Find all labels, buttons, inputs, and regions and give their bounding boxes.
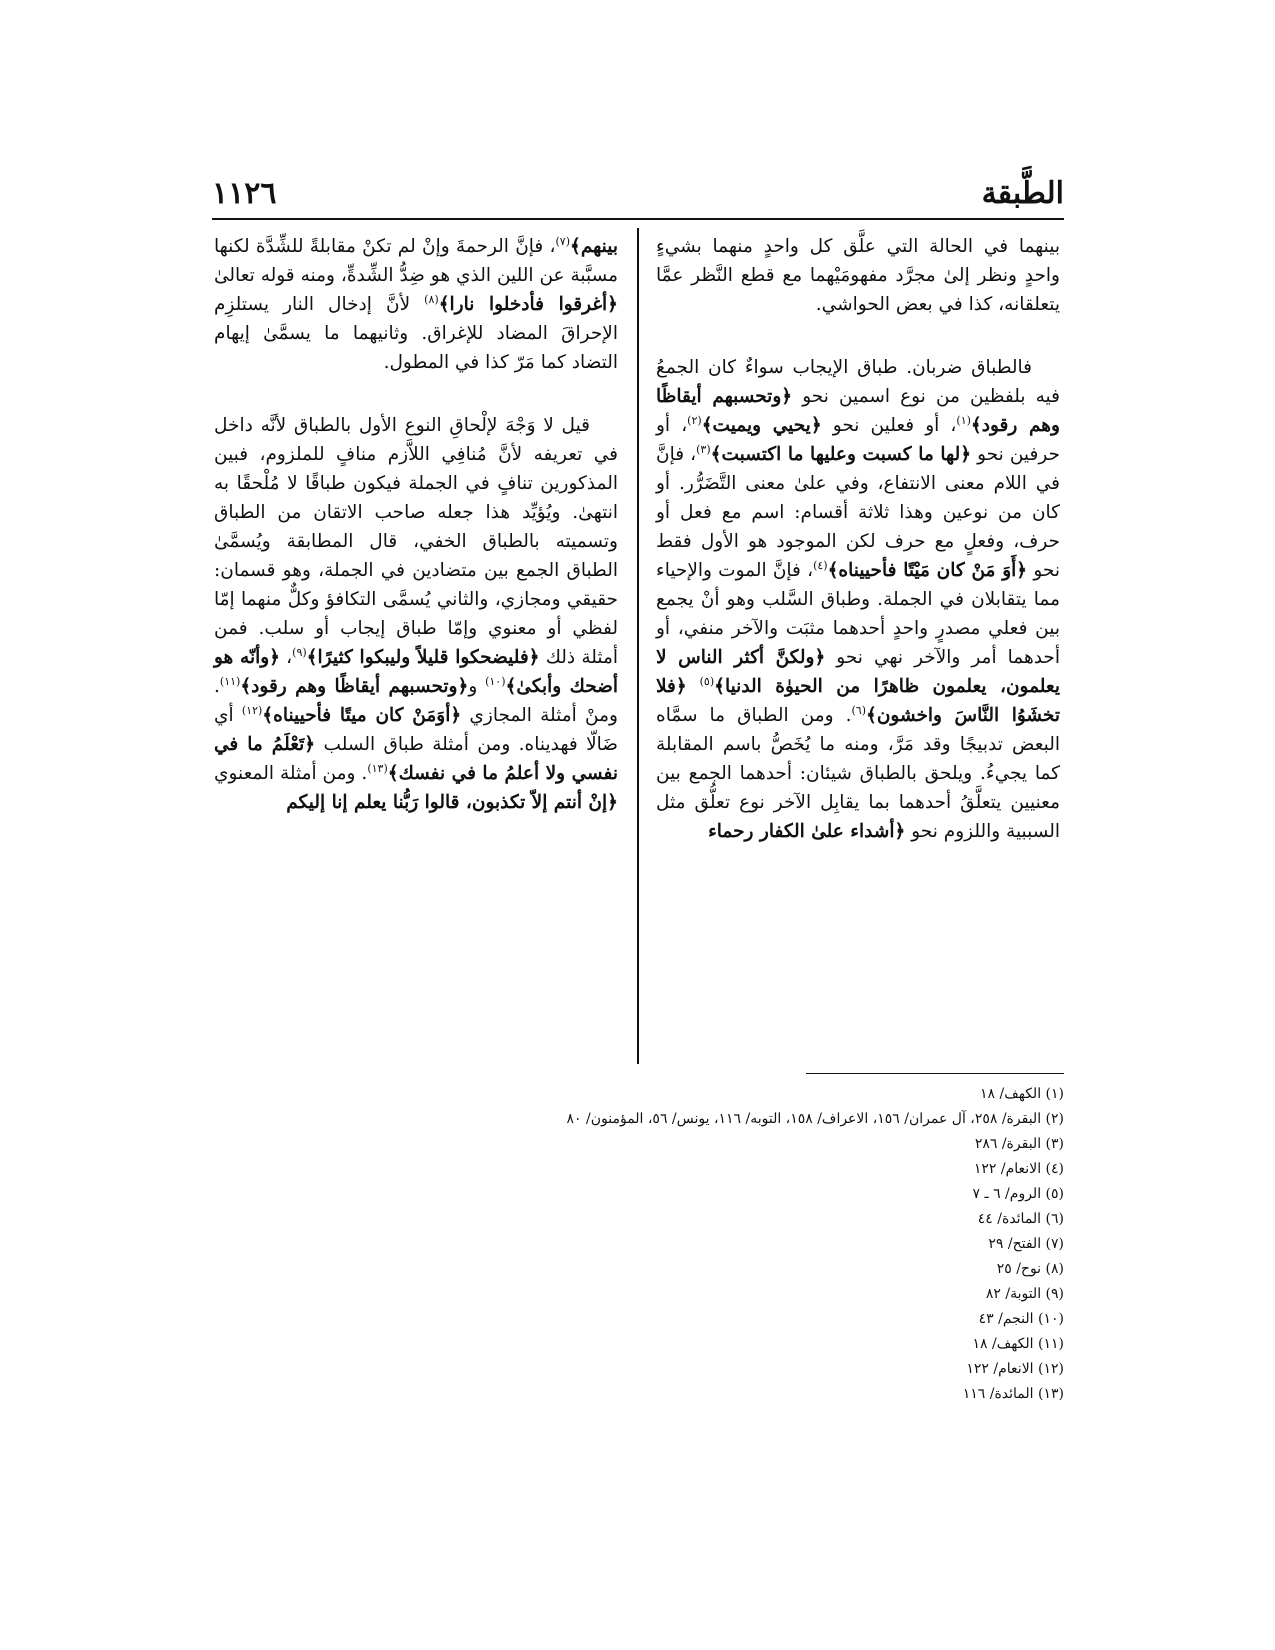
left-paragraph-1	[214, 232, 618, 377]
body-text: و	[468, 676, 486, 697]
footnote-ref: (١)	[956, 413, 971, 427]
header-rule	[212, 218, 1064, 220]
footnote-ref: (١٠)	[485, 674, 506, 688]
quran-quote: ﴿فلا تخشَوُا النَّاسَ واخشون﴾	[656, 676, 1060, 726]
footnote: (١٠) النجم/ ٤٣	[978, 1311, 1064, 1327]
body-text: . ومن الطباق ما سمَّاه البعض تدبيجًا وقد مَرَّ، ومنه ما يُخَصُّ باسم المقابلة كما يجيءُ. ويلحق بالطباق شيئان: أحدهما الجمع بين معنيين يتعلَّقُ أحدهما بما يقابِل الآخر نوع تعلُّق مثل السببية واللزوم نحو	[656, 705, 1060, 842]
footnote-ref: (٤)	[813, 558, 828, 572]
footnote: (٢) البقرة/ ٢٥٨، آل عمران/ ١٥٦، الاعراف/ ١٥٨، التوبه/ ١١٦، يونس/ ٥٦، المؤمنون/ ٨٠	[566, 1111, 1064, 1127]
footnote: (١٢) الانعام/ ١٢٢	[966, 1361, 1064, 1377]
footnote-ref: (٥)	[699, 674, 715, 688]
body-text: قيل لا وَجْهَ لإلْحاقِ النوع الأول بالطباق لأنَّه داخل في تعريفه لأنَّ مُنافِي اللاَّزم منافٍ للملزوم، فبين المذكورين تنافٍ في الجملة فيكون طباقًا لا مُلْحقًا به انتهىٰ. ويُؤيِّد هذا جعله صاحب الاتقان من الطباق وتسميته بالطباق الخفي، قال المطابقة ويُسمَّىٰ الطباق الجمع بين متضادين في الجملة، وهو قسمان: حقيقي ومجازي، والثاني يُسمَّى التكافؤ وكلٌّ منهما إمّا لفظي أو معنوي وإمّا طباق إيجاب أو سلب. فمن أمثلة ذلك	[214, 415, 618, 668]
footnote: (٤) الانعام/ ١٢٢	[973, 1161, 1064, 1177]
footnotes-list	[364, 1082, 1064, 1407]
body-text: . ومنْ أمثلة المجازي	[214, 676, 618, 726]
footnote-ref: (٨)	[424, 292, 439, 306]
footnote: (١١) الكهف/ ١٨	[972, 1336, 1064, 1352]
quran-quote: ﴿تَعْلَمُ ما في نفسي ولا أعلمُ ما في نفسك﴾	[214, 734, 618, 784]
page-number: ١١٢٦	[212, 175, 277, 211]
quran-quote: بينهم﴾	[570, 236, 618, 257]
quran-quote: ﴿أغرقوا فأدخلوا نارا﴾	[438, 294, 618, 315]
footnote-ref: (٣)	[696, 442, 711, 456]
column-divider	[637, 228, 639, 1064]
footnote: (٥) الروم/ ٦ ـ ٧	[972, 1186, 1064, 1202]
right-paragraph-2	[656, 353, 1060, 846]
body-text	[687, 676, 700, 697]
right-paragraph-1	[656, 232, 1060, 319]
quran-quote: ﴿أَوَ مَنْ كان مَيْتًا فأحييناه﴾	[827, 560, 1028, 581]
quran-quote: ﴿أوَمَنْ كان ميتًا فأحييناه﴾	[262, 705, 462, 726]
footnote: (٩) التوبة/ ٨٢	[985, 1286, 1064, 1302]
footnote-ref: (١٣)	[367, 761, 388, 775]
footnote: (٦) المائدة/ ٤٤	[977, 1211, 1064, 1227]
body-text: فالطباق ضربان. طباق الإيجاب سواءٌ كان الجمعُ فيه بلفظين من نوع اسمين نحو	[656, 357, 1060, 407]
paragraph-gap	[656, 319, 1060, 353]
body-text: ، أو فعلين نحو	[821, 415, 957, 436]
body-text: ،	[280, 647, 293, 668]
quran-quote: ﴿ولكنَّ أكثر الناس لا يعلمون، يعلمون ظاهرًا من الحيوٰة الدنيا﴾	[656, 647, 1060, 697]
footnote-ref: (٩)	[292, 645, 307, 659]
quran-quote: ﴿فليضحكوا قليلاً وليبكوا كثيرًا﴾	[306, 647, 540, 668]
footnote: (٨) نوح/ ٢٥	[996, 1261, 1064, 1277]
quran-quote: ﴿لها ما كسبت وعليها ما اكتسبت﴾	[710, 444, 972, 465]
paragraph-gap	[214, 377, 618, 411]
body-text: . ومن أمثلة المعنوي	[214, 763, 368, 784]
quran-quote: ﴿يحيي ويميت﴾	[701, 415, 822, 436]
body-text: ، فإنَّ الموت والإحياء مما يتقابلان في الجملة. وطباق السَّلب وهو أنْ يجمع بين فعلي مصدرٍ واحدٍ أحدهما مثبَت والآخر منفي، أو أحدهما أمر والآخر نهي نحو	[656, 560, 1060, 668]
footnote-rule	[806, 1073, 1064, 1074]
quran-quote: ﴿وتحسبهم أيقاظًا وهم رقود﴾	[240, 676, 469, 697]
footnote-ref: (٦)	[851, 703, 866, 717]
quran-quote: ﴿أشداء علىٰ الكفار رحماء	[708, 821, 906, 842]
right-column	[656, 232, 1060, 846]
page-header	[212, 168, 1064, 218]
body-text: أي ضَالّا فهديناه. ومن أمثلة طباق السلب	[214, 705, 619, 755]
left-paragraph-2	[214, 411, 618, 817]
footnote-ref: (١٢)	[241, 703, 263, 717]
footnote: (١٣) المائدة/ ١١٦	[962, 1386, 1064, 1402]
footnote-ref: (١١)	[219, 674, 241, 688]
footnote-ref: (٢)	[687, 413, 702, 427]
quran-quote: ﴿إنْ أنتم إلاّ تكذبون، قالوا رَبُّنا يعلم إنا إليكم	[286, 792, 618, 813]
body-text: ، فإنَّ الرحمةَ وإنْ لم تكنْ مقابلةً للشِّدَّة لكنها مسبَّبة عن اللين الذي هو ضِدُّ الشِّدةِّ، ومنه قوله تعالىٰ	[214, 236, 618, 286]
footnote: (٧) الفتح/ ٢٩	[988, 1236, 1064, 1252]
quran-quote: ﴿وتحسبهم أيقاظًا وهم رقود﴾	[656, 386, 1060, 436]
footnote: (١) الكهف/ ١٨	[980, 1086, 1064, 1102]
body-text: لأنَّ إدخال النار يستلزِم الإحراقَ المضاد للإغراق. وثانيهما ما يسمَّىٰ إيهام التضاد كما مَرّ كذا في المطول.	[214, 294, 618, 373]
footnote-ref: (٧)	[555, 234, 570, 248]
quran-quote: ﴿وأنّه هو أضحك وأبكىٰ﴾	[214, 647, 618, 697]
body-text: بينهما في الحالة التي علَّق كل واحدٍ منهما بشيءٍ واحدٍ ونظر إلىٰ مجرَّد مفهومَيْهما مع قطع النَّظر عمَّا يتعلقانه، كذا في بعض الحواشي.	[656, 236, 1060, 315]
body-text: ، فإنَّ في اللام معنى الانتفاع، وفي علىٰ معنى التَّضَرُّر. أو كان من نوعين وهذا ثلاثة أقسام: اسم مع فعل أو حرف، وفعلٍ مع حرف لكن الموجود هو الأول فقط نحو	[656, 444, 1060, 581]
footnote: (٣) البقرة/ ٢٨٦	[974, 1136, 1064, 1152]
page-title: الطَّبقة	[981, 175, 1064, 211]
body-text: ، أو حرفين نحو	[656, 415, 1060, 465]
left-column	[214, 232, 618, 817]
